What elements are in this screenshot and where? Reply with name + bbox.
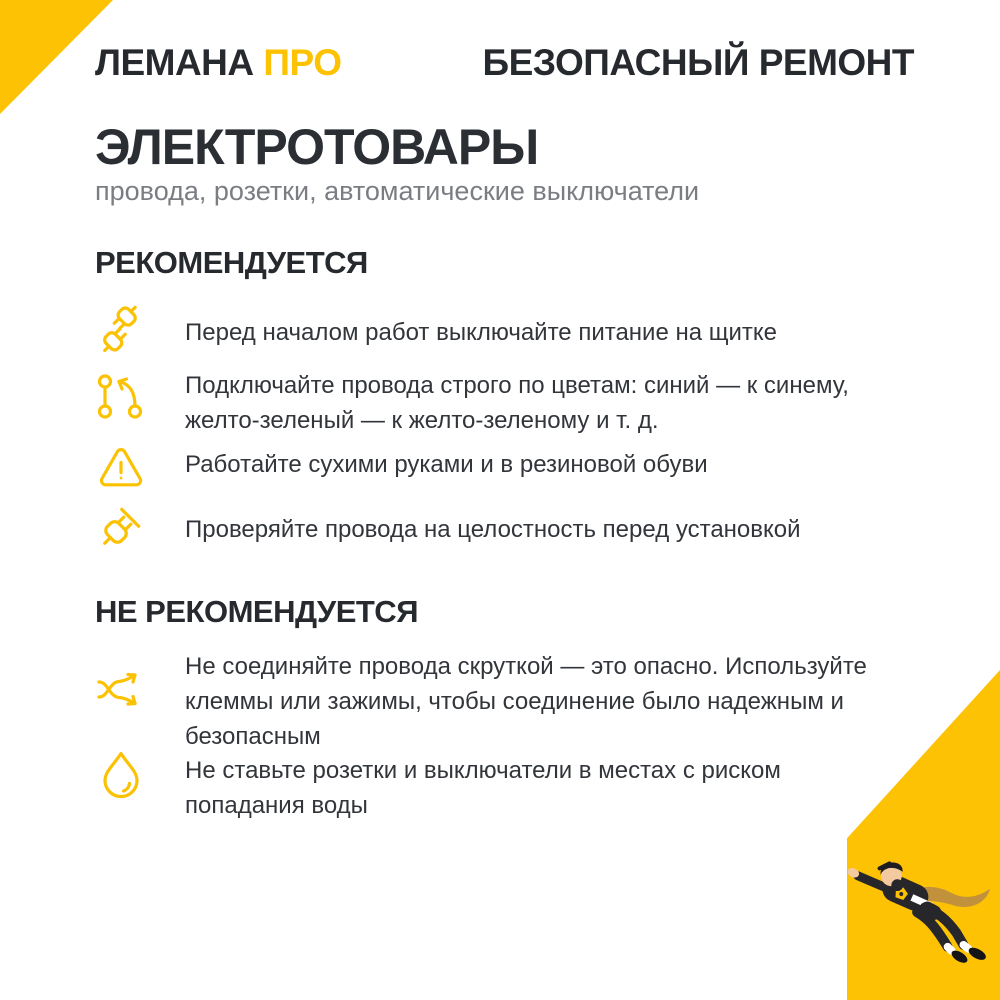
plug-check-icon: [95, 501, 147, 553]
category-title: ЭЛЕКТРОТОВАРЫ: [95, 119, 539, 175]
category-subtitle: провода, розетки, автоматические выключатели: [95, 176, 700, 206]
flying-handyman-illustration: [842, 856, 1000, 980]
recommended-heading: РЕКОМЕНДУЕТСЯ: [95, 245, 368, 280]
recommendation-item: Перед началом работ выключайте питание на щитке: [185, 319, 777, 346]
brand-logo-name: ЛЕМАНА: [95, 42, 254, 83]
twisted-wires-icon: [95, 664, 147, 716]
recommendation-item: Подключайте провода строго по цветам: синий — к синему, желто-зеленый — к желто-зеленому и т. д.: [185, 372, 849, 434]
recommendation-item: Работайте сухими руками и в резиновой обуви: [185, 451, 708, 478]
poster-title: БЕЗОПАСНЫЙ РЕМОНТ: [482, 42, 914, 83]
warning-item: Не соединяйте провода скруткой — это опасно. Используйте клеммы или зажимы, чтобы соединение было надежным и безопасным: [185, 653, 867, 750]
not-recommended-heading: НЕ РЕКОМЕНДУЕТСЯ: [95, 594, 418, 629]
warning-item: Не ставьте розетки и выключатели в местах с риском попадания воды: [185, 757, 781, 819]
water-drop-icon: [95, 748, 147, 800]
recommendation-item: Проверяйте провода на целостность перед установкой: [185, 516, 801, 543]
plug-disconnected-icon: [95, 304, 147, 356]
brand-logo-pro: ПРО: [263, 42, 342, 83]
warning-triangle-icon: [95, 441, 147, 493]
brand-logo: [95, 42, 341, 84]
color-coded-wires-icon: [95, 372, 147, 424]
